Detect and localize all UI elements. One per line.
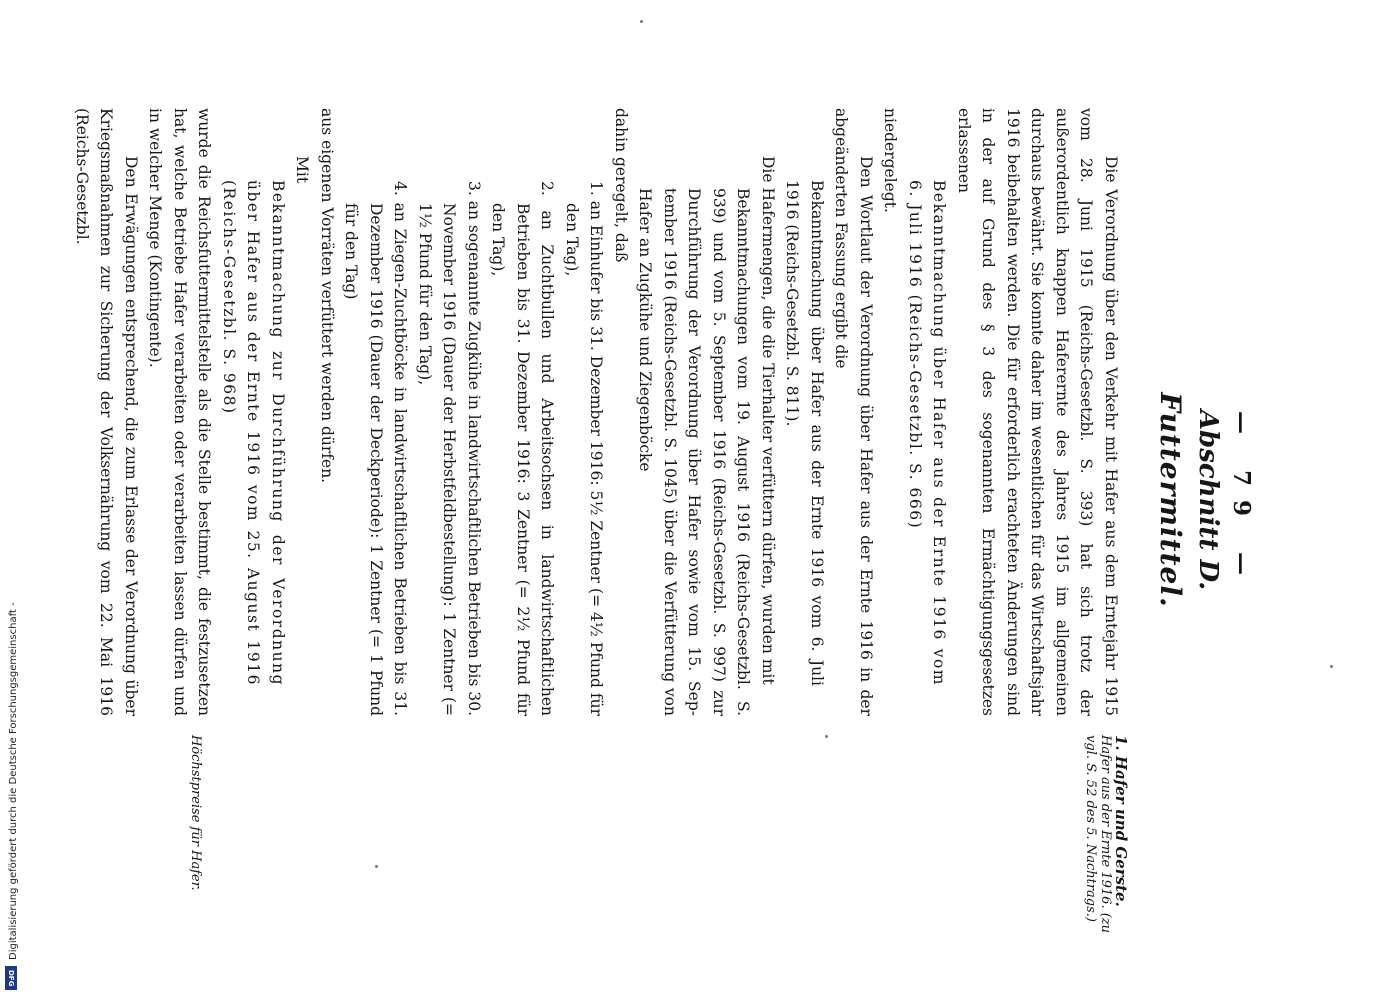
citation-5: Bekanntmachung zur Durchführung der Verordnung über Hafer aus der Ernte 1916 vom 25. August 1916 (Reichs-Gesetzbl. S. 968) bbox=[220, 180, 287, 686]
paragraph-4: aus eigenen Vorräten verfüttert werden dürfen. bbox=[318, 108, 336, 484]
scan-speck bbox=[825, 735, 828, 738]
citation-2: Bekanntmachung über Hafer aus der Ernte 1916 vom 6. Juli 1916 (Reichs-Gesetzbl. S. 811). bbox=[783, 180, 826, 686]
list-item-1: 1. an Einhufer bis 31. Dezember 1916: 5½ Zentner (= 4½ Pfund für den Tag), bbox=[563, 181, 606, 716]
margin-note-heading: 1. Hafer und Gerste. bbox=[1112, 735, 1130, 907]
scan-speck bbox=[1330, 665, 1333, 668]
scan-speck bbox=[375, 865, 378, 868]
margin-note-text: Hafer aus der Ernte 1916. (zu vgl. S. 52 des 5. Nachtrags.) bbox=[1083, 735, 1113, 933]
scan-speck bbox=[640, 20, 643, 23]
list-item-2: 2. an Zuchtbullen und Arbeitsochsen in landwirtschaftlichen Betrieben bis 31. Dezember 1916: 3 Zentner (= 2½ Pfund für den Tag), bbox=[489, 181, 557, 716]
paragraph-6: Den Erwägungen entsprechend, die zum Erlasse der Verordnung über Kriegsmaßnahmen zur Sicherung der Volksernährung vom 22. Mai 1916 (Reichs-Gesetzbl. bbox=[73, 108, 140, 716]
paragraph-5: wurde die Reichsfuttermittelstelle als die Stelle bestimmt, die festzusetzen hat, welche Betriebe Hafer verarbeiten oder verarbeiten lassen dürfen und in welcher Menge (Kontingente). bbox=[146, 108, 214, 716]
paragraph-1-end: niedergelegt. bbox=[881, 108, 900, 213]
list-item-3: 3. an sogenannte Zugkühe in landwirtschaftlichen Betrieben bis 30. November 1916 (Dauer der Herbstfeldbestellung): 1 Zentner (= 1½ Pfund für den Tag), bbox=[416, 181, 483, 716]
dfg-logo: DFG bbox=[5, 966, 17, 990]
margin-note-hafer bbox=[1083, 735, 1128, 945]
body-text bbox=[70, 108, 1124, 716]
citation-1: Bekanntmachung über Hafer aus der Ernte 1916 vom 6. Juli 1916 (Reichs-Gesetzbl. S. 666) bbox=[906, 180, 949, 686]
paragraph-3-end: dahin geregelt, daß bbox=[612, 108, 630, 263]
paragraph-3: Die Hafermengen, die die Tierhalter verfüttern dürfen, wurden mit bbox=[759, 156, 777, 685]
paragraph-1: Die Verordnung über den Verkehr mit Hafer aus dem Erntejahr 1915 vom 28. Juni 1915 (Reichs-Gesetzbl. S. 393) hat sich trotz der außerordentlich knappen Haferernte des Jahres 1915 im allgemeinen durchaus bewährt. Sie konnte daher im wesentlichen für das Wirtschaftsjahr 1916 beibehalten werden. Die für erforderlich erachteten Änderungen sind in der auf Grund des § 3 des sogenannten Ermächtigungsgesetzes erlassenen bbox=[955, 108, 1120, 716]
margin-note-hoechstpreise: Höchstpreise für Hafer. bbox=[188, 735, 203, 891]
funding-note: Digitalisierung gefördert durch die Deutsche Forschungsgemeinschaft - bbox=[8, 602, 19, 960]
page-number: — 79 — bbox=[1228, 410, 1255, 590]
digitization-footer bbox=[1, 0, 31, 1000]
section-subtitle: Futtermittel. bbox=[1154, 392, 1187, 608]
citation-3: Bekanntmachungen vom 19. August 1916 (Reichs-Gesetzbl. S. 939) und vom 5. September 1916 (Reichs-Gesetzbl. S. 997) zur Durchführung der Verordnung über Hafer sowie vom 15. September 1916 (Reichs-Gesetzbl. S. 1045) über die Verfütterung von Hafer an Zugkühe und Ziegenböcke bbox=[636, 188, 753, 716]
section-title: Abschnitt D. bbox=[1193, 409, 1223, 591]
list-item-4: 4. an Ziegen-Zuchtböcke in landwirtschaftlichen Betrieben bis 31. Dezember 1916 (Dauer der Deckperiode): 1 Zentner (= 1 Pfund für den Tag) bbox=[342, 181, 410, 716]
paragraph-2: Den Wortlaut der Verordnung über Hafer aus der Ernte 1916 in der abgeänderten Fassung ergibt die bbox=[832, 108, 875, 716]
paragraph-5-intro: Mit bbox=[293, 156, 312, 184]
